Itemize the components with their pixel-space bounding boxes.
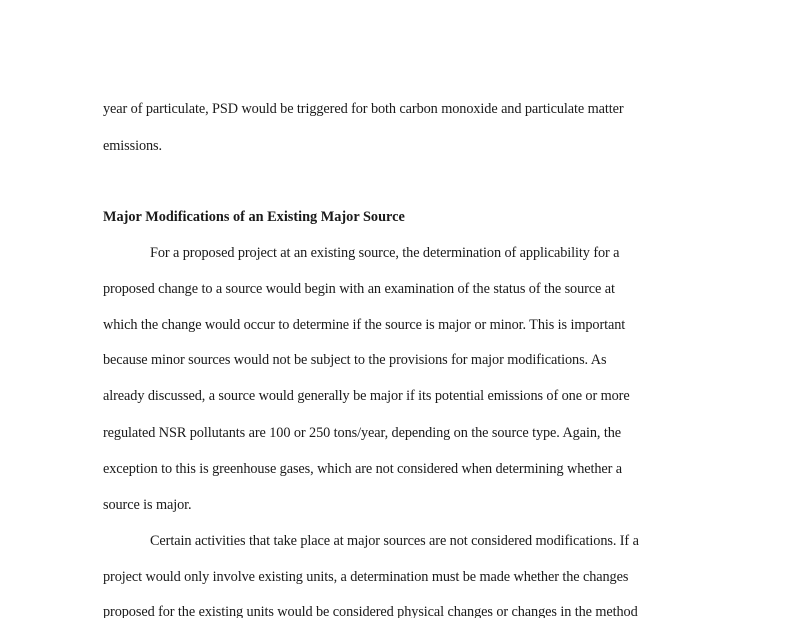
paragraph-line: Certain activities that take place at major sources are not considered modifications. If a (150, 533, 639, 549)
paragraph-line: proposed for the existing units would be considered physical changes or changes in the method (103, 604, 638, 618)
paragraph-line: project would only involve existing units, a determination must be made whether the changes (103, 569, 629, 585)
section-heading: Major Modifications of an Existing Major Source (103, 209, 405, 225)
paragraph-line: which the change would occur to determine if the source is major or minor. This is important (103, 317, 626, 333)
paragraph-line: emissions. (103, 138, 162, 154)
paragraph-line: year of particulate, PSD would be triggered for both carbon monoxide and particulate matter (103, 101, 624, 117)
paragraph-line: regulated NSR pollutants are 100 or 250 tons/year, depending on the source type. Again, the (103, 425, 622, 441)
paragraph-line: already discussed, a source would generally be major if its potential emissions of one or more (103, 388, 630, 404)
paragraph-line: source is major. (103, 497, 192, 513)
paragraph-line: proposed change to a source would begin with an examination of the status of the source at (103, 281, 615, 297)
paragraph-line: For a proposed project at an existing source, the determination of applicability for a (150, 245, 620, 261)
paragraph-line: because minor sources would not be subject to the provisions for major modifications. As (103, 352, 607, 368)
paragraph-line: exception to this is greenhouse gases, which are not considered when determining whether a (103, 461, 623, 477)
